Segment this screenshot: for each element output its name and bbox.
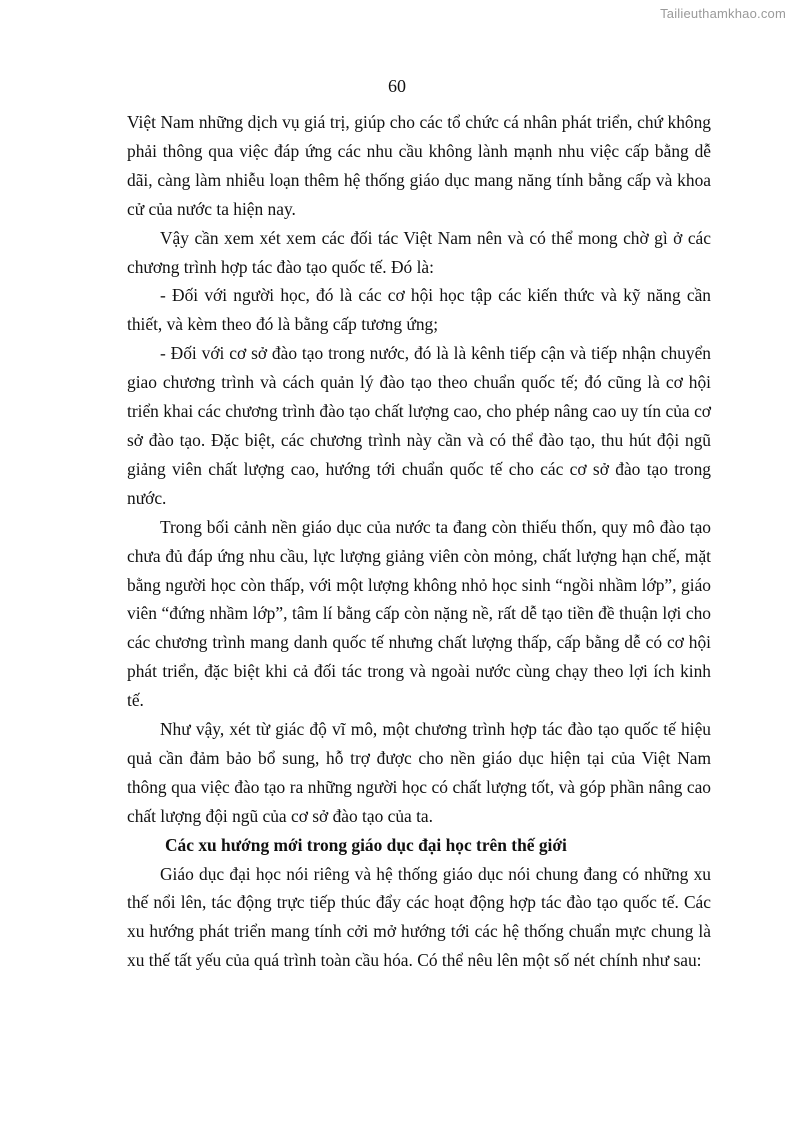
bullet-institutions: - Đối với cơ sở đào tạo trong nước, đó là là kênh tiếp cận và tiếp nhận chuyển giao chương trình và cách quản lý đào tạo theo chuẩn quốc tế; đó cũng là cơ hội triển khai các chương trình đào tạo chất lượng cao, cho phép nâng cao uy tín của cơ sở đào tạo. Đặc biệt, các chương trình này cần và có thể đào tạo, thu hút đội ngũ giảng viên chất lượng cao, hướng tới chuẩn quốc tế cho các cơ sở đào tạo trong nước.: [127, 343, 711, 508]
paragraph-macro-view: Như vậy, xét từ giác độ vĩ mô, một chương trình hợp tác đào tạo quốc tế hiệu quả cần đảm bảo bổ sung, hỗ trợ được cho nền giáo dục hiện tại của Việt Nam thông qua việc đào tạo ra những người học có chất lượng tốt, và góp phần nâng cao chất lượng đội ngũ của cơ sở đào tạo của ta.: [127, 719, 711, 826]
paragraph-context: Trong bối cảnh nền giáo dục của nước ta đang còn thiếu thốn, quy mô đào tạo chưa đủ đáp ứng nhu cầu, lực lượng giảng viên còn mỏng, chất lượng hạn chế, mặt bằng người học còn thấp, với một lượng không nhỏ học sinh “ngồi nhầm lớp”, giáo viên “đứng nhầm lớp”, tâm lí bằng cấp còn nặng nề, rất dễ tạo tiền đề thuận lợi cho các chương trình mang danh quốc tế nhưng chất lượng thấp, cấp bằng dễ có cơ hội phát triển, đặc biệt khi cả đối tác trong và ngoài nước cùng chạy theo lợi ích kinh tế.: [127, 516, 711, 711]
watermark-text: Tailieuthamkhao.com: [660, 6, 786, 21]
section-heading: Các xu hướng mới trong giáo dục đại học trên thế giới: [165, 834, 567, 855]
paragraph-trends: Giáo dục đại học nói riêng và hệ thống giáo dục nói chung đang có những xu thế nổi lên, tác động trực tiếp thúc đẩy các hoạt động hợp tác đào tạo quốc tế. Các xu hướng phát triển mang tính cởi mở hướng tới các hệ thống chuẩn mực chung là xu thế tất yếu của quá trình toàn cầu hóa. Có thể nêu lên một số nét chính như sau:: [127, 863, 711, 971]
paragraph-expectations: Vậy cần xem xét xem các đối tác Việt Nam nên và có thể mong chờ gì ở các chương trình hợp tác đào tạo quốc tế. Đó là:: [127, 227, 711, 277]
paragraph-continuation: Việt Nam những dịch vụ giá trị, giúp cho các tổ chức cá nhân phát triển, chứ không phải thông qua việc đáp ứng các nhu cầu không lành mạnh nhu việc cấp bằng dễ dãi, càng làm nhiễu loạn thêm hệ thống giáo dục mang năng tính bằng cấp và khoa cử của nước ta hiện nay.: [127, 112, 711, 219]
document-body: [127, 108, 711, 975]
bullet-learners: - Đối với người học, đó là các cơ hội học tập các kiến thức và kỹ năng cần thiết, và kèm theo đó là bằng cấp tương ứng;: [127, 285, 711, 335]
page-number: 60: [388, 76, 406, 96]
